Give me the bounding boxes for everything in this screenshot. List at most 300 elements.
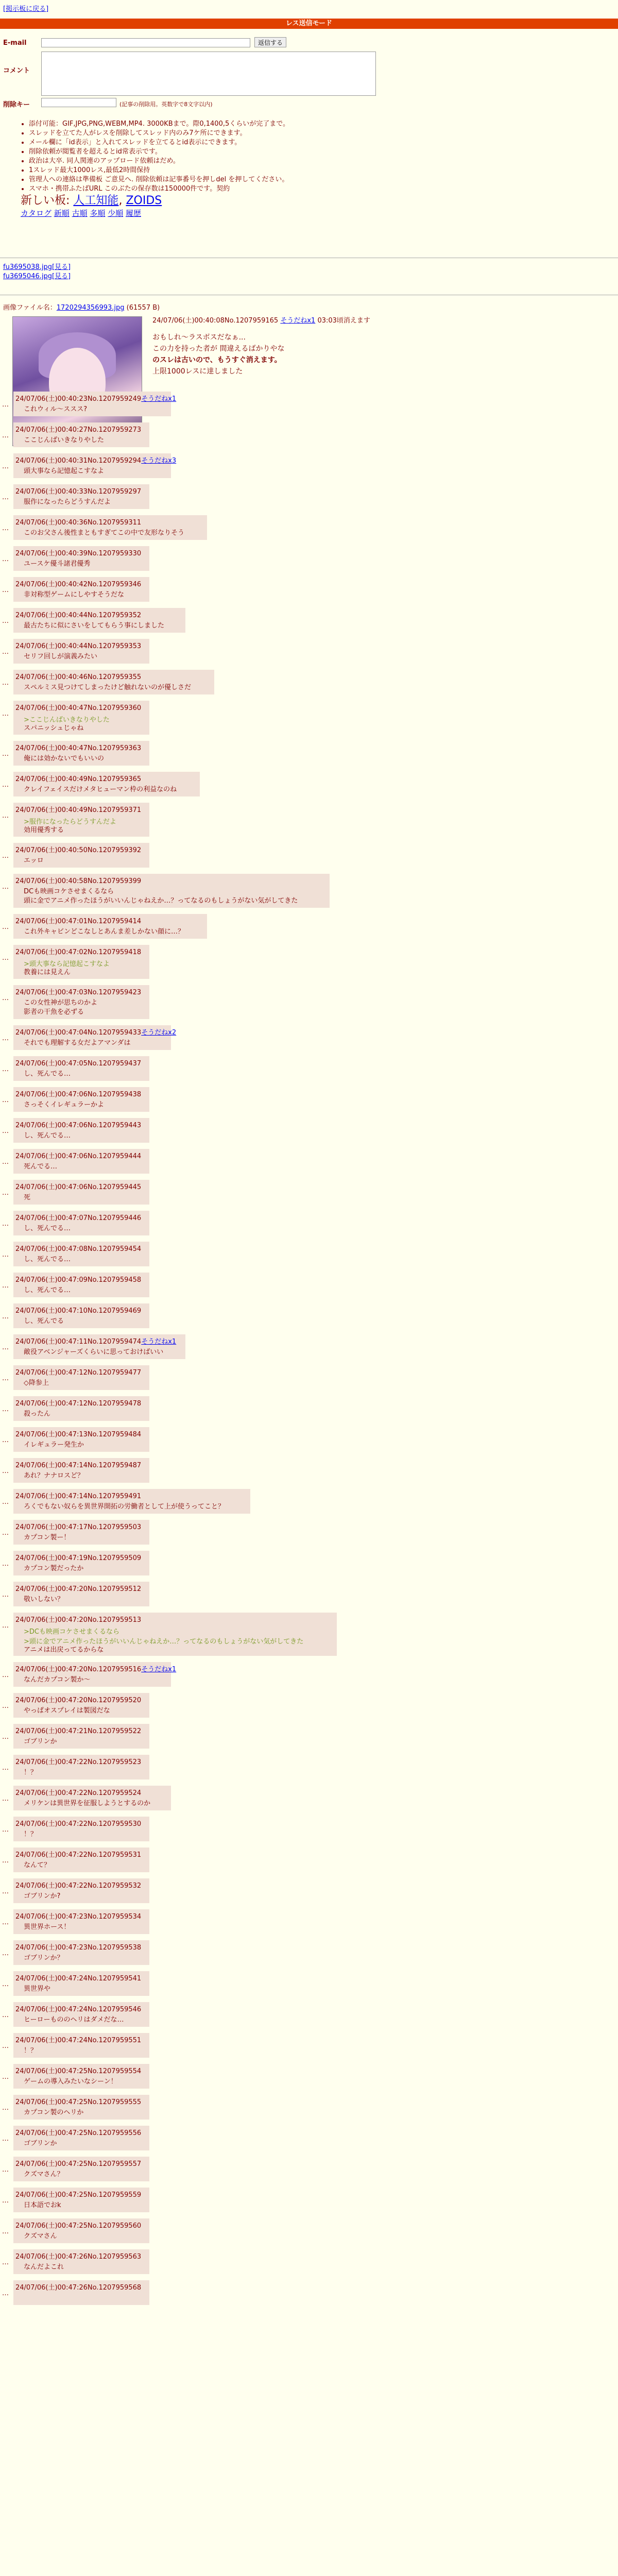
reply-header-text: 24/07/06(土)00:47:04No.1207959433 [15, 1029, 142, 1037]
reply-post [13, 2188, 149, 2212]
reply-marker: … [2, 679, 9, 687]
reply-header [15, 1583, 141, 1593]
reply-header [15, 2251, 141, 2261]
reply-quote: >DCも映画コケさせまくるなら >頭に金でアニメ作ったほうがいいんじゃねえか…？ってなるのもしょうがない気がしてきた [24, 1628, 304, 1646]
reply-text: 最古たちに似にさいをしてもらう事にしました [24, 622, 165, 630]
reply-marker: … [2, 2011, 9, 2019]
sodane-link[interactable]: そうだねx1 [141, 395, 177, 403]
reply-text: し、死んでる… [24, 1225, 71, 1232]
reply-post [13, 515, 207, 540]
reply-marker: … [2, 1919, 9, 1926]
reply-post [13, 1662, 177, 1687]
reply-body [24, 1533, 70, 1543]
reply-header [15, 946, 141, 956]
reply-text: 服作になったらどうすんだよ [24, 498, 111, 506]
reply-header-text: 24/07/06(土)00:47:25No.1207959559 [15, 2191, 142, 2199]
reply-header-text: 24/07/06(土)00:47:14No.1207959491 [15, 1493, 142, 1500]
reply-post [13, 1180, 149, 1205]
reply-header [15, 742, 141, 752]
reply-header-text: 24/07/06(土)00:47:22No.1207959523 [15, 1758, 142, 1766]
reply-text: これウィル〜ススス? [24, 405, 88, 413]
op-line: おもしれ〜ラスボスだなぁ... [152, 333, 246, 342]
reply-text: し、死んでる… [24, 1256, 71, 1263]
comment-field[interactable] [41, 52, 376, 96]
reply-text: この女性神が思ちのかよ 影者の干魚を必ずる [24, 999, 98, 1016]
reply-marker: … [2, 586, 9, 594]
reply-header [15, 2220, 141, 2230]
reply-quote: >頭大事なら記憶起こすなよ [24, 960, 110, 968]
reply-header-text: 24/07/06(土)00:47:01No.1207959414 [15, 918, 142, 925]
reply-post [13, 608, 185, 633]
reply-header [15, 2035, 141, 2044]
catalog-sort-old[interactable]: 古順 [72, 209, 88, 218]
reply-header [15, 1490, 141, 1500]
reply-header-text: 24/07/06(土)00:47:22No.1207959524 [15, 1789, 142, 1797]
reply-body [24, 754, 104, 764]
reply-marker: … [2, 648, 9, 656]
email-label: E-mail [3, 39, 27, 47]
reply-body [24, 652, 97, 662]
reply-post [13, 1786, 171, 1810]
reply-header-text: 24/07/06(土)00:47:06No.1207959444 [15, 1153, 142, 1160]
reply-text: それでも理解する女だよアマンダは [24, 1039, 131, 1047]
reply-text: アニメは出戻ってるからな [24, 1646, 104, 1654]
reply-header [15, 455, 176, 465]
reply-body [24, 1100, 104, 1110]
reply-header-text: 24/07/06(土)00:47:23No.1207959534 [15, 1913, 142, 1921]
reply-text: クズマさん [24, 2232, 57, 2240]
reply-marker: … [2, 994, 9, 1002]
reply-text: 殺ったん [24, 1410, 51, 1418]
reply-text: し、死んでる… [24, 1132, 71, 1140]
reply-body [24, 1768, 37, 1777]
reply-header [15, 579, 141, 588]
reply-header [15, 875, 141, 885]
reply-header [15, 987, 141, 996]
reply-post [13, 914, 207, 939]
reply-marker: … [2, 1702, 9, 1710]
reply-text: 死 [24, 1194, 31, 1201]
op-file-link[interactable]: 1720294356993.jpg [56, 304, 125, 312]
reply-text: ここじんばいきなりやした [24, 436, 105, 444]
reply-post [13, 741, 149, 766]
reply-body [24, 2015, 124, 2025]
reply-body [24, 998, 97, 1017]
reply-header-text: 24/07/06(土)00:47:14No.1207959487 [15, 1462, 142, 1469]
reply-body [24, 590, 124, 600]
reply-post [13, 1087, 149, 1112]
reply-post [13, 1582, 149, 1606]
reply-header-text: 24/07/06(土)00:47:24No.1207959541 [15, 1975, 142, 1982]
reply-body [24, 1923, 70, 1932]
reply-body [24, 560, 90, 569]
reply-header-text: 24/07/06(土)00:47:19No.1207959509 [15, 1554, 142, 1562]
reply-body [24, 1830, 37, 1839]
reply-post [13, 1613, 337, 1656]
reply-marker: … [2, 1950, 9, 1957]
op-header-text: 24/07/06(土)00:40:08No.1207959165 [152, 317, 279, 325]
reply-post [13, 1693, 149, 1718]
reply-marker: … [2, 1671, 9, 1679]
reply-header [15, 1212, 141, 1222]
reply-header [15, 1274, 141, 1284]
reply-body [24, 927, 184, 937]
reply-header [15, 1336, 176, 1346]
reply-text: スペルミス見つけてしまったけど触れないのが優しさだ [24, 684, 192, 691]
rule-item: • 管理人への連絡は準備板 ご意見へ. 削除依頼は記事番号を押しdel を押してください。 [29, 175, 587, 184]
reply-body [24, 467, 104, 476]
image-link[interactable]: fu3695038.jpg[見る] [3, 263, 71, 271]
reply-marker: … [2, 1764, 9, 1772]
reply-text: カプコン製だったか [24, 1565, 84, 1572]
reply-text: 異世界や [24, 1985, 51, 1993]
reply-header-text: 24/07/06(土)00:40:49No.1207959365 [15, 775, 142, 783]
reply-mode-banner: レス送信モード [0, 19, 618, 29]
reply-header [15, 1942, 141, 1952]
reply-header [15, 517, 141, 527]
reply-text: 効用優秀する [24, 826, 64, 834]
reply-marker: … [2, 1344, 9, 1351]
sodane-link[interactable]: そうだねx3 [141, 457, 177, 465]
reply-header-text: 24/07/06(土)00:40:42No.1207959346 [15, 581, 142, 588]
reply-body [24, 1317, 64, 1326]
catalog-sort-many[interactable]: 多順 [90, 209, 106, 218]
reply-header [15, 1181, 141, 1191]
reply-header [15, 393, 176, 403]
op-header [152, 316, 606, 326]
op-line: のスレは古いので、もうすぐ消えます。 [152, 356, 282, 364]
reply-body [24, 1861, 50, 1870]
reply-post [13, 1303, 149, 1328]
reply-header [15, 804, 141, 814]
reply-text: 教養には見えん [24, 969, 71, 976]
reply-marker: … [2, 555, 9, 563]
reply-header [15, 1664, 176, 1673]
reply-header [15, 1367, 141, 1377]
reply-text: なんだよこれ [24, 2263, 64, 2271]
reply-header-text: 24/07/06(土)00:47:12No.1207959478 [15, 1400, 142, 1408]
reply-marker: … [2, 923, 9, 931]
reply-post [13, 392, 177, 416]
op-sodane-link[interactable]: そうだねx1 [280, 317, 316, 325]
new-board-link-ai[interactable]: 人工知能 [73, 194, 119, 207]
op-file-size: (61557 B) [126, 304, 160, 312]
reply-text: このお父さん後性まともすぎてこの中で友形なりそう [24, 529, 185, 537]
reply-post [13, 1878, 149, 1903]
reply-text: ゴブリンか？ [24, 1954, 64, 1962]
reply-header-text: 24/07/06(土)00:47:21No.1207959522 [15, 1727, 142, 1735]
reply-marker: … [2, 710, 9, 718]
reply-text: カプコン製ー！ [24, 1534, 71, 1541]
reply-marker: … [2, 1622, 9, 1630]
reply-header-text: 24/07/06(土)00:47:20No.1207959513 [15, 1616, 142, 1624]
reply-body [24, 1985, 50, 1994]
rule-item: • 添付可能：GIF,JPG,PNG,WEBM,MP4. 3000KBまで。際0,1400,5くらいが完了まで。 [29, 120, 587, 129]
reply-marker: … [2, 2228, 9, 2235]
back-to-board-link[interactable]: [掲示板に戻る] [3, 5, 49, 13]
reply-body [24, 856, 44, 866]
op-post [3, 302, 611, 376]
reply-text: 敵役アベンジャーズくらいに思っておけばいい [24, 1348, 164, 1356]
reply-body [24, 405, 87, 414]
delete-key-field[interactable] [41, 98, 116, 107]
reply-text: メリケンは異世界を征服しようとするのか [24, 1800, 151, 1807]
reply-body [24, 1595, 64, 1604]
delete-key-note: (記事の削除用。英数字で8文字以内) [119, 101, 213, 108]
reply-header [15, 548, 141, 557]
reply-body [24, 2108, 83, 2117]
reply-header [15, 1552, 141, 1562]
comment-label: コメント [3, 67, 30, 75]
op-notice: 上限1000レスに達しました [152, 367, 243, 376]
op-body [152, 332, 606, 377]
reply-text: セリフ回しが演義みたい [24, 653, 98, 660]
reply-post [13, 2095, 149, 2120]
sodane-link[interactable]: そうだねx1 [141, 1666, 177, 1673]
reply-marker: … [2, 1035, 9, 1042]
reply-body [24, 1737, 57, 1747]
reply-header-text: 24/07/06(土)00:40:47No.1207959360 [15, 704, 142, 712]
reply-header-text: 24/07/06(土)00:40:46No.1207959355 [15, 673, 142, 681]
catalog-line [21, 208, 587, 218]
reply-header [15, 702, 141, 712]
reply-header [15, 1521, 141, 1531]
submit-reply-button[interactable]: 返信する [254, 37, 286, 47]
reply-body [24, 2170, 64, 2179]
reply-post [13, 1458, 149, 1483]
reply-post [13, 985, 149, 1019]
reply-body [24, 1892, 60, 1901]
reply-post [13, 1118, 149, 1143]
rule-item: • 削除依頼が閲覧者を超えるとid常表示です。 [29, 147, 587, 157]
reply-post [13, 1273, 149, 1297]
reply-text: ヒーローもののヘリはダメだな… [24, 2016, 124, 2024]
reply-body [24, 1502, 225, 1512]
reply-marker: … [2, 2104, 9, 2112]
catalog-sort-few[interactable]: 少順 [108, 209, 124, 218]
reply-body [24, 683, 191, 692]
catalog-link[interactable]: カタログ [21, 209, 52, 218]
reply-header [15, 2004, 141, 2013]
reply-text: ◇降参上 [24, 1379, 49, 1387]
reply-header [15, 1058, 141, 1067]
reply-header-text: 24/07/06(土)00:40:33No.1207959297 [15, 488, 142, 496]
reply-text: 敬いしない？ [24, 1596, 64, 1603]
reply-header [15, 1911, 141, 1921]
reply-header-text: 24/07/06(土)00:40:58No.1207959399 [15, 877, 142, 885]
reply-marker: … [2, 401, 9, 409]
reply-post [13, 1940, 149, 1965]
reply-marker: … [2, 1795, 9, 1803]
reply-post [13, 1551, 149, 1575]
reply-header-text: 24/07/06(土)00:40:50No.1207959392 [15, 846, 142, 854]
reply-text: クズマさん？ [24, 2171, 64, 2178]
rule-item: • スマホ・携帯ふたばURL このぶたの保存数は150000件です。契約 [29, 184, 587, 194]
reply-body [24, 529, 184, 538]
reply-header-text: 24/07/06(土)00:47:25No.1207959554 [15, 2067, 142, 2075]
reply-header [15, 1787, 141, 1797]
sodane-link[interactable]: そうだねx1 [141, 1338, 177, 1346]
reply-marker: … [2, 1065, 9, 1073]
reply-text: ゴブリンか [24, 1738, 57, 1745]
reply-header-text: 24/07/06(土)00:47:06No.1207959438 [15, 1091, 142, 1098]
reply-body [24, 1039, 130, 1048]
reply-header [15, 1849, 141, 1859]
reply-body [24, 621, 164, 631]
reply-marker: … [2, 781, 9, 789]
reply-header [15, 2282, 141, 2292]
reply-text: ！？ [24, 2047, 38, 2055]
reply-text: ユースケ優斗諸君優秀 [24, 560, 91, 568]
reply-header [15, 1243, 141, 1253]
reply-header-text: 24/07/06(土)00:47:20No.1207959520 [15, 1697, 142, 1704]
reply-header-text: 24/07/06(土)00:47:24No.1207959551 [15, 2037, 142, 2044]
reply-marker: … [2, 1096, 9, 1104]
reply-body [24, 1193, 30, 1202]
reply-marker: … [2, 2290, 9, 2297]
reply-text: ！？ [24, 1831, 38, 1838]
rule-item: • 1スレッド最大1000レス,最低2時間保持 [29, 166, 587, 175]
reply-header-text: 24/07/06(土)00:47:22No.1207959531 [15, 1851, 142, 1859]
reply-post [13, 2249, 149, 2274]
reply-post [13, 422, 149, 447]
reply-header-text: 24/07/06(土)00:40:36No.1207959311 [15, 519, 142, 527]
reply-header-text: 24/07/06(土)00:47:08No.1207959454 [15, 1245, 142, 1253]
reply-body [24, 1070, 71, 1079]
reply-post [13, 2218, 149, 2243]
reply-marker: … [2, 1733, 9, 1741]
reply-header-text: 24/07/06(土)00:47:11No.1207959474 [15, 1338, 142, 1346]
reply-header [15, 1818, 141, 1828]
reply-marker: … [2, 1375, 9, 1382]
reply-marker: … [2, 1498, 9, 1506]
reply-text: 頭大事なら記憶起こすなよ [24, 467, 105, 475]
reply-header-text: 24/07/06(土)00:47:17No.1207959503 [15, 1523, 142, 1531]
catalog-sort-new[interactable]: 新順 [54, 209, 70, 218]
reply-header [15, 1614, 141, 1624]
reply-text: し、死んでる… [24, 1286, 71, 1294]
reply-body [24, 2263, 64, 2272]
sodane-link[interactable]: そうだねx2 [141, 1029, 177, 1037]
email-field[interactable] [41, 38, 250, 47]
reply-post [13, 453, 177, 478]
reply-marker: … [2, 2042, 9, 2050]
reply-marker: … [2, 1436, 9, 1444]
reply-header [15, 1150, 141, 1160]
reply-text: なんて？ [24, 1861, 51, 1869]
reply-marker: … [2, 1467, 9, 1475]
reply-text: ゲームの導入みたいなシーン！ [24, 2078, 117, 2086]
reply-quote: >ここじんばいきなりやした [24, 716, 110, 724]
reply-header [15, 486, 141, 496]
reply-header-text: 24/07/06(土)00:40:31No.1207959294 [15, 457, 142, 465]
reply-post [13, 2126, 149, 2150]
reply-post [13, 1365, 149, 1390]
reply-text: これ外キャビンどこなしとあんま差しかない顔に…？ [24, 928, 185, 936]
reply-quote: >服作になったらどうすんだよ [24, 818, 116, 826]
reply-text: ゴブリンか [24, 2140, 57, 2147]
image-link[interactable]: fu3695046.jpg[見る] [3, 273, 71, 280]
reply-text: さっそくイレギュラーかよ [24, 1101, 105, 1109]
reply-header [15, 1973, 141, 1982]
op-expire-time: 03:03頃消えます [317, 317, 370, 325]
reply-text: エッロ [24, 857, 44, 865]
reply-post [13, 577, 149, 602]
reply-marker: … [2, 2166, 9, 2174]
reply-header [15, 2065, 141, 2075]
reply-text: 俺には効かないでもいいの [24, 755, 105, 762]
reply-marker: … [2, 1251, 9, 1259]
reply-post [13, 1755, 149, 1780]
reply-post [13, 2002, 149, 2027]
reply-post [13, 1848, 149, 1872]
op-line: この力を持った者が 間違えるばかりやな [152, 345, 285, 353]
reply-header-text: 24/07/06(土)00:47:22No.1207959532 [15, 1882, 142, 1890]
reply-header-text: 24/07/06(土)00:47:10No.1207959469 [15, 1307, 142, 1315]
reply-text: ろくでもない奴らを異世界開拓の労働者として上が使うってこと？ [24, 1503, 225, 1511]
reply-body [24, 2232, 57, 2241]
reply-header [15, 1756, 141, 1766]
reply-body [24, 1471, 84, 1481]
reply-header-text: 24/07/06(土)00:47:06No.1207959445 [15, 1183, 142, 1191]
reply-post [13, 701, 149, 735]
reply-marker: … [2, 432, 9, 439]
new-boards-line: 新しい板: 人工知能, ZOIDS [21, 194, 162, 207]
reply-post [13, 1971, 149, 1996]
reply-post [13, 2064, 149, 2089]
reply-post [13, 2033, 149, 2058]
reply-text: ！？ [24, 1769, 38, 1776]
reply-post [13, 484, 149, 509]
reply-header [15, 2189, 141, 2199]
reply-header-text: 24/07/06(土)00:47:07No.1207959446 [15, 1214, 142, 1222]
catalog-history[interactable]: 履歴 [125, 209, 141, 218]
reply-marker: … [2, 852, 9, 860]
reply-header-text: 24/07/06(土)00:47:25No.1207959560 [15, 2222, 142, 2230]
reply-header-text: 24/07/06(土)00:40:47No.1207959363 [15, 744, 142, 752]
reply-marker: … [2, 1313, 9, 1320]
reply-marker: … [2, 1560, 9, 1568]
reply-body [24, 1224, 71, 1233]
reply-post [13, 1242, 149, 1266]
reply-text: あれ？ナナロスど？ [24, 1472, 84, 1480]
reply-body [24, 816, 116, 835]
reply-header [15, 640, 141, 650]
reply-marker: … [2, 883, 9, 891]
reply-body [24, 958, 110, 977]
reply-text: スパニッシュじゃね [24, 724, 84, 732]
reply-header-text: 24/07/06(土)00:47:12No.1207959477 [15, 1369, 142, 1377]
reply-header [15, 1725, 141, 1735]
reply-marker: … [2, 2073, 9, 2081]
reply-header-text: 24/07/06(土)00:47:25No.1207959556 [15, 2129, 142, 2137]
reply-body [24, 1706, 110, 1716]
new-board-link-zoids[interactable]: ZOIDS [126, 194, 162, 207]
reply-header-text: 24/07/06(土)00:47:20No.1207959516 [15, 1666, 142, 1673]
reply-body [24, 714, 110, 733]
reply-header [15, 671, 141, 681]
reply-post [13, 874, 330, 908]
reply-body [24, 436, 104, 445]
reply-post [13, 639, 149, 664]
reply-marker: … [2, 1127, 9, 1135]
reply-marker: … [2, 2259, 9, 2266]
reply-header [15, 1089, 141, 1098]
reply-post [13, 803, 149, 837]
reply-header-text: 24/07/06(土)00:47:09No.1207959458 [15, 1276, 142, 1284]
rule-item: • 政治は大卒. 同人関連のアップロード依頼はだめ。 [29, 157, 587, 166]
reply-body [24, 1564, 83, 1573]
